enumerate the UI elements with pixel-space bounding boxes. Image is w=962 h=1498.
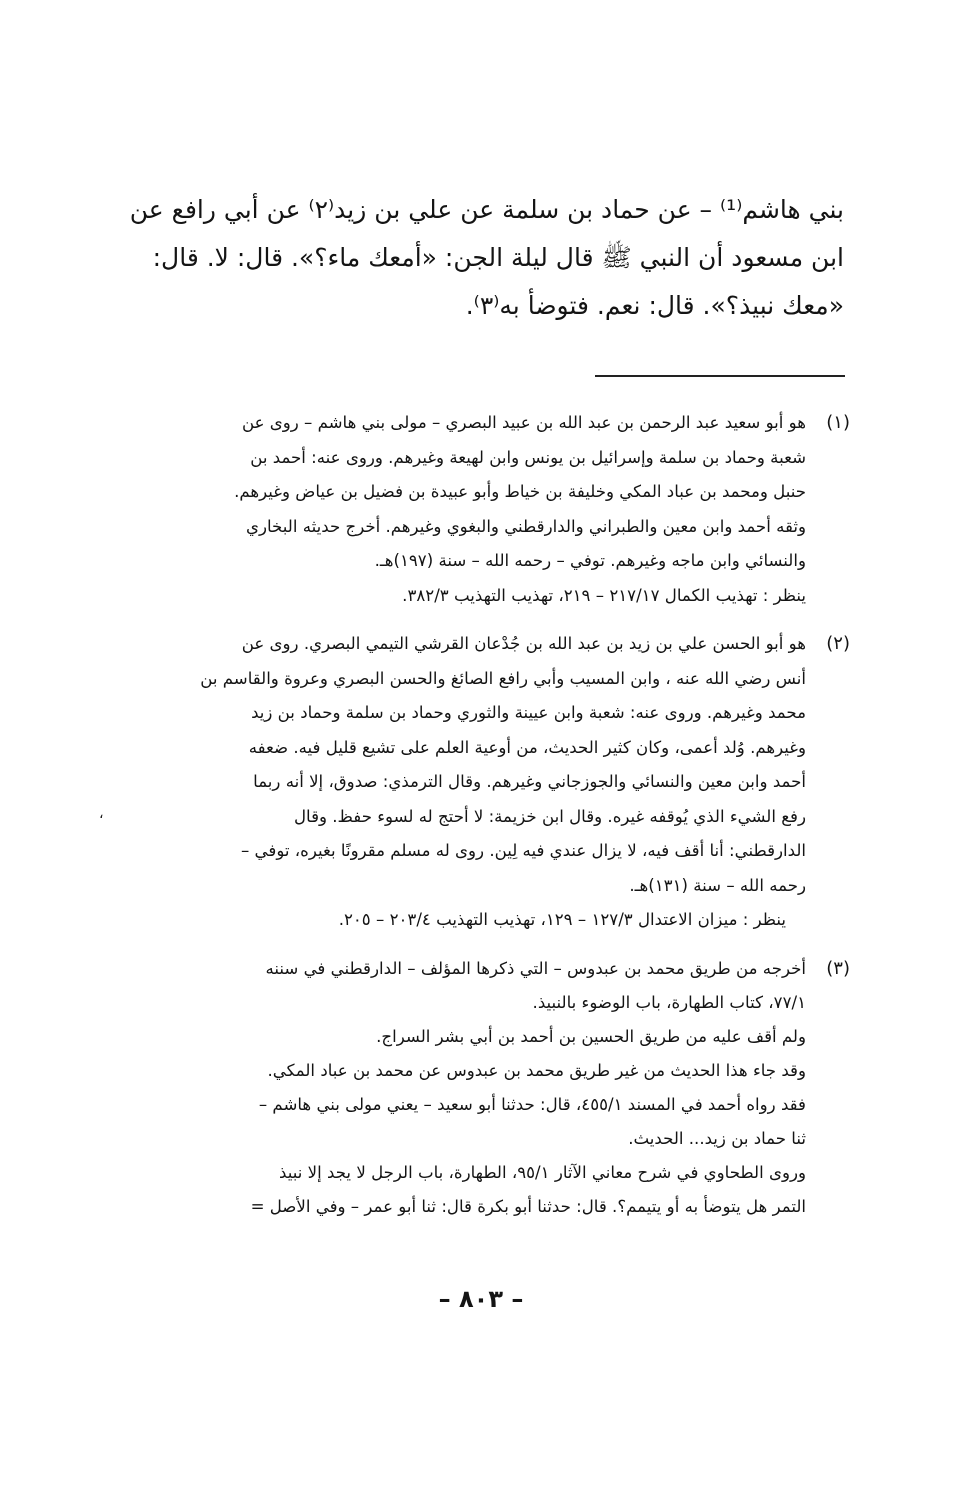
footnote-line: وثقه أحمد وابن معين والطبراني والدارقطني والبغوي وغيرهم. أخرج حديثه البخاري (246, 516, 806, 536)
stray-mark: ، (99, 806, 104, 822)
footnote-line: ولم أقف عليه من طريق الحسين بن أحمد بن أبي بشر السراج. (376, 1026, 806, 1046)
footnote-number: (٢) (826, 633, 850, 654)
footnote-number: (٣) (826, 957, 850, 979)
footnote-line: أحمد وابن معين والنسائي والجوزجاني وغيرهم. وقال الترمذي: صدوق، إلا أنه ربما (253, 772, 806, 791)
footnote-2 (118, 627, 850, 938)
footnote-line: أخرجه من طريق محمد بن عبدوس – التي ذكرها المؤلف – الدارقطني في سننه (265, 958, 806, 978)
main-text-line: بني هاشم⁽¹⁾ – عن حماد بن سلمة عن علي بن زيد⁽٢⁾ عن أبي رافع عن (129, 195, 844, 224)
footnote-line: فقد رواه أحمد في المسند ٤٥٥/١، قال: حدثنا أبو سعيد – يعني مولى بني هاشم – (258, 1094, 806, 1114)
footnote-line: ثنا حماد بن زيد... الحديث. (628, 1128, 806, 1148)
footnote-reference: ينظر : ميزان الاعتدال ١٢٧/٣ – ١٢٩، تهذيب التهذيب ٢٠٣/٤ – ٢٠٥. (338, 910, 786, 929)
main-text-line: «معك نبيذ؟». قال: نعم. فتوضأ به⁽٣⁾. (465, 291, 844, 320)
footnote-separator (595, 375, 845, 377)
footnotes (118, 406, 850, 1238)
footnote-number: (١) (826, 412, 850, 433)
footnote-3 (118, 952, 850, 1224)
footnote-line: وقد جاء هذا الحديث من غير طريق محمد بن عبدوس عن محمد بن عباد المكي. (267, 1060, 806, 1080)
footnote-line: والنسائي وابن ماجه وغيرهم. توفي – رحمه الله – سنة (١٩٧)هـ. (374, 551, 806, 570)
footnote-reference: ينظر : تهذيب الكمال ٢١٧/١٧ – ٢١٩، تهذيب التهذيب ٣٨٢/٣. (402, 585, 806, 605)
footnote-line: رفع الشيء الذي يُوقفه غيره. وقال ابن خزيمة: لا أحتج له لسوء حفظ. وقال (293, 806, 806, 826)
footnote-1 (118, 406, 850, 613)
footnote-line: التمر هل يتوضأ به أو يتيمم؟. قال: حدثنا أبو بكرة قال: ثنا أبو عمر – وفي الأصل = (250, 1196, 806, 1216)
footnote-line: هو أبو الحسن علي بن زيد بن عبد الله بن جُدْعان القرشي التيمي البصري. روى عن (241, 634, 806, 653)
footnote-line: الدارقطني: أنا أقف فيه، لا يزال عندي فيه لِين. روى له مسلم مقرونًا بغيره، توفي – (240, 841, 806, 860)
footnote-line: رحمه الله – سنة (١٣١)هـ. (629, 875, 806, 895)
footnote-line: حنبل ومحمد بن عباد المكي وخليفة بن خياط وأبو عبيدة بن فضيل بن عياض وغيرهم. (234, 482, 806, 501)
main-text-line: ابن مسعود أن النبي ﷺ قال ليلة الجن: «أمعك ماء؟». قال: لا. قال: (152, 243, 844, 272)
footnote-line: أنس رضي الله عنه ، وابن المسيب وأبي رافع الصائغ والحسن البصري وعروة والقاسم بن (200, 668, 806, 688)
footnote-line: هو أبو سعيد عبد الرحمن بن عبد الله بن عبيد البصري – مولى بني هاشم – روى عن (241, 413, 806, 432)
footnote-line: وروى الطحاوي في شرح معاني الآثار ٩٥/١، الطهارة، باب الرجل لا يجد إلا نبيذ (279, 1162, 806, 1182)
footnote-line: شعبة وحماد بن سلمة وإسرائيل بن يونس وابن لهيعة وغيرهم. وروى عنه: أحمد بن (250, 447, 806, 467)
footnote-line: وغيرهم. وُلد أعمى، وكان كثير الحديث، من أوعية العلم على تشيع قليل فيه. ضعفه (248, 737, 806, 757)
page-number: – ٨٠٣ – (438, 1285, 524, 1313)
main-text (114, 186, 844, 330)
footnote-line: ٧٧/١، كتاب الطهارة، باب الوضوء بالنبيذ. (532, 992, 806, 1012)
footnote-line: محمد وغيرهم. وروى عنه: شعبة وابن عيينة والثوري وحماد بن سلمة وحماد بن زيد (251, 703, 806, 722)
